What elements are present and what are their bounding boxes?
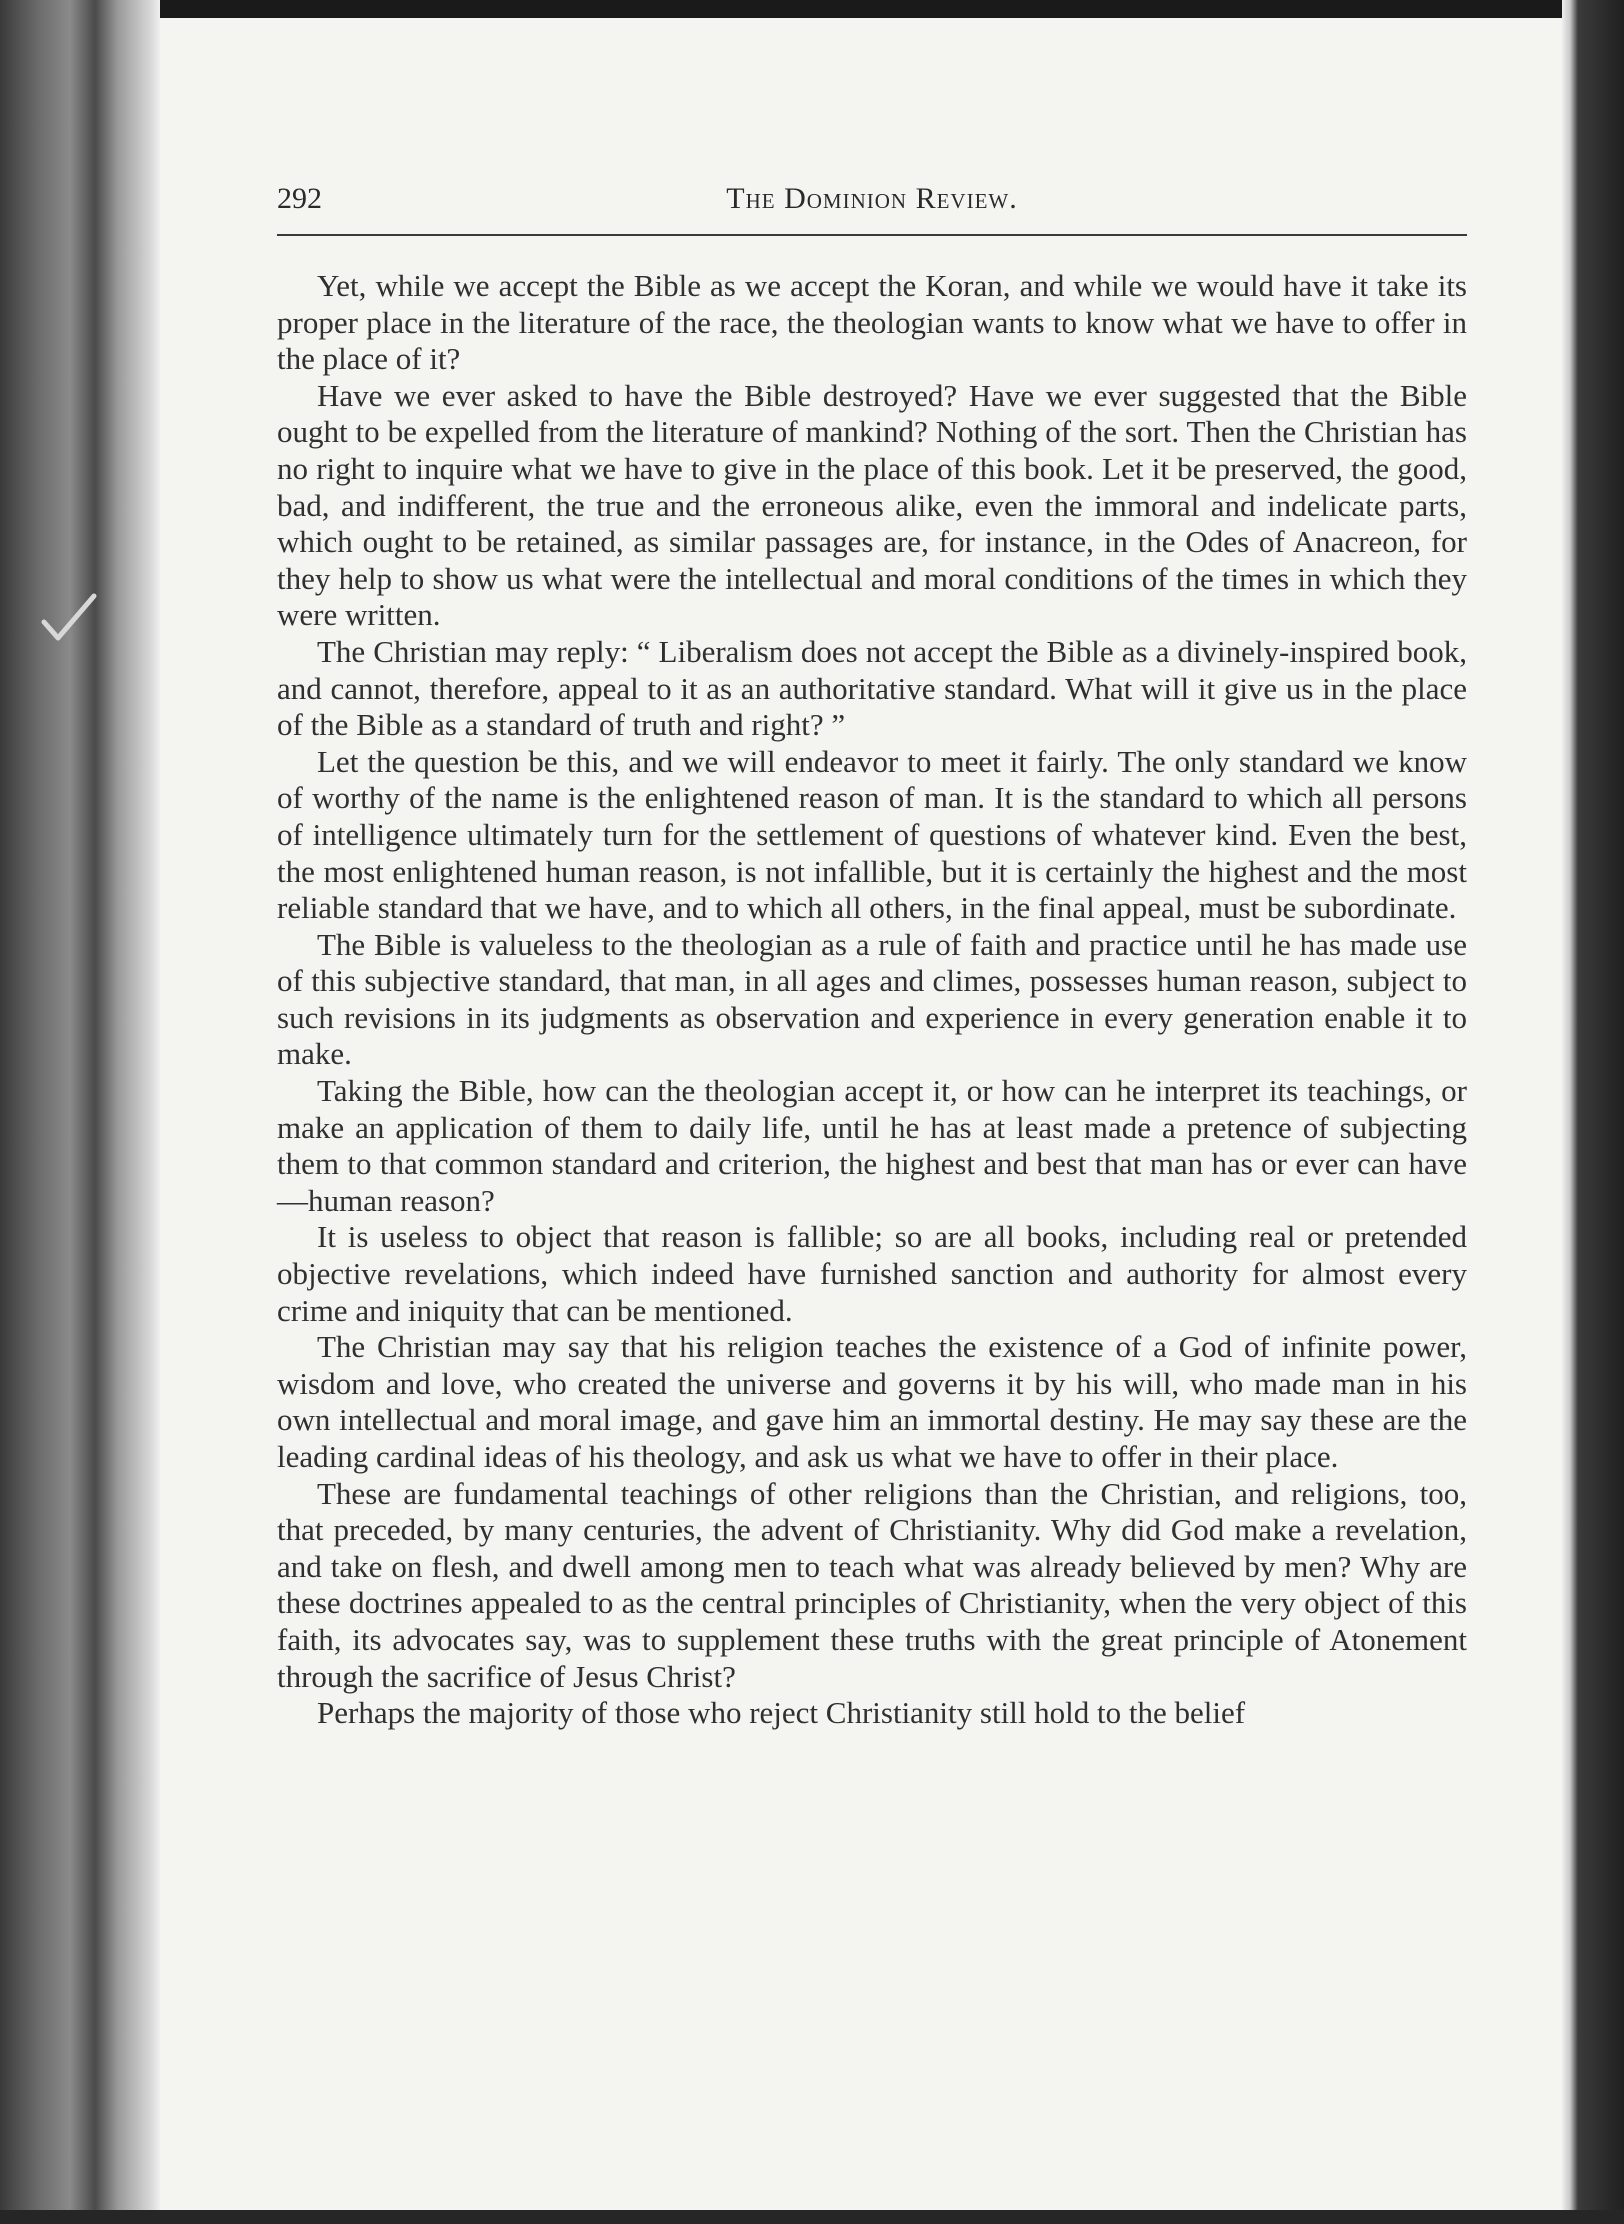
- paragraph: Let the question be this, and we will endeavor to meet it fairly. The only standard we know of worthy of the name is the enlightened reason of man. It is the standard to which all persons of intelligence ultimately turn for the settlement of questions of whatever kind. Even the best, the most enlightened human reason, is not infallible, but it is certainly the highest and the most reliable standard that we have, and to which all others, in the final appeal, must be subordinate.: [277, 743, 1467, 926]
- page-number: 292: [277, 182, 322, 215]
- paragraph: Taking the Bible, how can the theologian accept it, or how can he interpret its teachings, or make an application of them to daily life, until he has at least made a pretence of subjecting them to that common standard and criterion, the highest and best that man has or ever can have—human reason?: [277, 1073, 1467, 1218]
- paragraph: These are fundamental teachings of other religions than the Christian, and religions, too, that preceded, by many centuries, the advent of Christianity. Why did God make a revelation, and take on flesh, and dwell among men to teach what was already believed by men? Why are these doctrines appealed to as the central principles of Christianity, when the very object of this faith, its advocates say, was to supplement these truths with the great principle of Atonement through the sacrifice of Jesus Christ?: [277, 1475, 1467, 1694]
- article-body: [277, 268, 1467, 1732]
- book-spine: [0, 0, 160, 2224]
- paragraph: The Christian may say that his religion teaches the existence of a God of infinite power, wisdom and love, who created the universe and governs it by his will, who made man in his own intellectual and moral image, and gave him an immortal destiny. He may say these are the leading cardinal ideas of his theology, and ask us what we have to offer in their place.: [277, 1329, 1467, 1474]
- check-mark-icon: [40, 590, 100, 650]
- paragraph: The Christian may reply: “ Liberalism does not accept the Bible as a divinely-inspired book, and cannot, therefore, appeal to it as an authoritative standard. What will it give us in the place of the Bible as a standard of truth and right? ”: [277, 633, 1467, 743]
- paragraph: It is useless to object that reason is fallible; so are all books, including real or pretended objective revelations, which indeed have furnished sanction and authority for almost every crime and iniquity that can be mentioned.: [277, 1219, 1467, 1328]
- book-right-edge: [1562, 0, 1624, 2224]
- paragraph: Perhaps the majority of those who reject Christianity still hold to the belief: [317, 1695, 1246, 1731]
- page-header: [277, 178, 1467, 236]
- book-bottom-edge: [0, 2210, 1624, 2224]
- paragraph: The Bible is valueless to the theologian as a rule of faith and practice until he has made use of this subjective standard, that man, in all ages and climes, possesses human reason, subject to such revisions in its judgments as observation and experience in every generation enable it to make.: [277, 926, 1467, 1072]
- paragraph: Have we ever asked to have the Bible destroyed? Have we ever suggested that the Bible ought to be expelled from the literature of mankind? Nothing of the sort. Then the Christian has no right to inquire what we have to give in the place of this book. Let it be preserved, the good, bad, and indifferent, the true and the erroneous alike, even the immoral and indelicate parts, which ought to be retained, as similar passages are, for instance, in the Odes of Anacreon, for they help to show us what were the intellectual and moral conditions of the times in which they were written.: [277, 377, 1467, 633]
- book-top-edge: [0, 0, 1624, 18]
- book-page: [160, 18, 1562, 2210]
- paragraph: Yet, while we accept the Bible as we accept the Koran, and while we would have it take its proper place in the literature of the race, the theologian wants to know what we have to offer in the place of it?: [277, 268, 1467, 377]
- running-title: The Dominion Review.: [726, 182, 1018, 215]
